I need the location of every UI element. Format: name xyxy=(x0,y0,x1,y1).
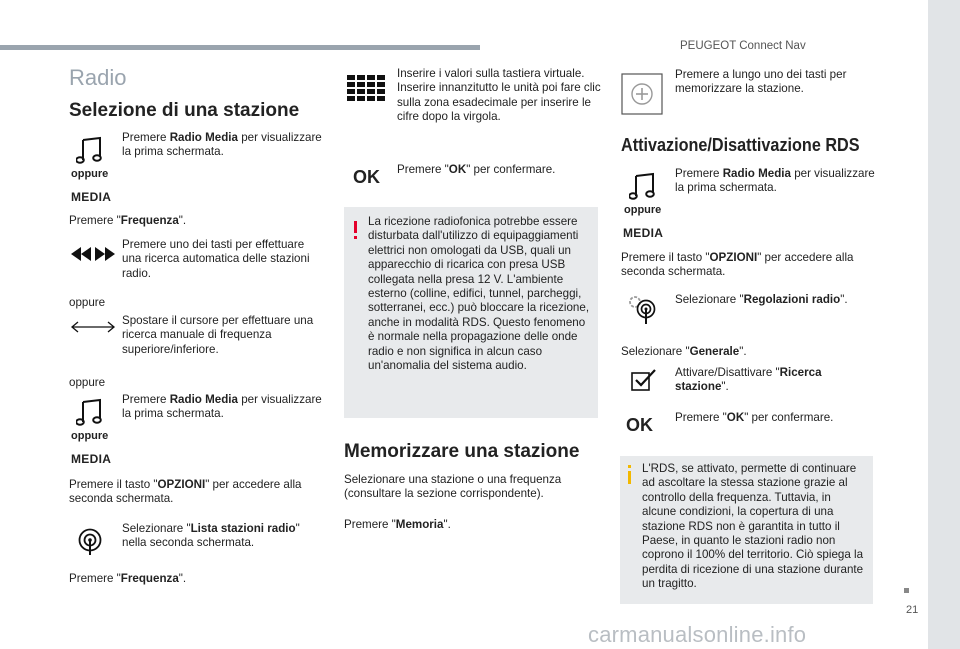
radio-settings-icon xyxy=(626,293,660,325)
memorize-text: Selezionare una stazione o una frequenza (consultare la sezione corrispondente). xyxy=(344,473,562,501)
step-rds-options: Premere il tasto "OPZIONI" per accedere alla seconda schermata. xyxy=(621,251,854,279)
page-number: 21 xyxy=(906,604,919,616)
media-button-label: MEDIA xyxy=(71,190,112,204)
page-edge-band xyxy=(928,0,960,649)
ok-button-label: OK xyxy=(353,167,380,187)
section-title: Radio xyxy=(69,65,127,90)
step-station-list: Selezionare "Lista stazioni radio" nella seconda schermata. xyxy=(122,522,300,550)
warning-icon-dot xyxy=(354,236,357,239)
heading-station-selection: Selezione di una stazione xyxy=(69,100,300,121)
oppure-label: oppure xyxy=(71,168,109,180)
keyboard-instructions: Inserire i valori sulla tastiera virtuale. Inserire innanzitutto le unità poi fare clic sulla zona esadecimale per inserire le cifre dopo la virgola. xyxy=(397,67,601,124)
heading-rds: Attivazione/Disattivazione RDS xyxy=(621,135,860,155)
ok-button-label-2: OK xyxy=(626,415,653,435)
step-radio-media: Premere Radio Media per visualizzare la prima schermata. xyxy=(122,131,322,159)
step-general: Selezionare "Generale". xyxy=(621,345,747,358)
heading-memorize-station: Memorizzare una stazione xyxy=(344,441,580,462)
oppure-label-2: oppure xyxy=(71,430,109,442)
step-options: Premere il tasto "OPZIONI" per accedere alla seconda schermata. xyxy=(69,478,302,506)
step-rds-ok: Premere "OK" per confermare. xyxy=(675,411,834,424)
media-button-label-3: MEDIA xyxy=(623,226,664,240)
info-icon xyxy=(628,471,631,484)
music-note-icon xyxy=(629,172,657,202)
music-note-icon xyxy=(76,398,104,428)
music-note-icon xyxy=(76,136,104,166)
watermark: carmanualsonline.info xyxy=(588,622,807,647)
add-preset-icon xyxy=(621,73,663,115)
brand-header: PEUGEOT Connect Nav xyxy=(680,40,806,52)
info-text: L'RDS, se attivato, permette di continuare ad ascoltare la stessa stazione grazie al controllo della frequenza. Tuttavia, in alcune condizioni, la copertura di una stazione RDS non è garantita in tutto il Paese, in quanto le stazioni radio non coprono il 100% del territorio. Ciò spiega la perdita di ricezione di una stazione durante un tragitto. xyxy=(642,462,864,591)
step-ok-confirm: Premere "OK" per confermare. xyxy=(397,163,556,176)
page-marker xyxy=(904,588,909,593)
manual-search-text: Spostare il cursore per effettuare una ricerca manuale di frequenza superiore/inferiore. xyxy=(122,314,314,356)
info-icon-dot xyxy=(628,465,631,468)
step-radio-settings: Selezionare "Regolazioni radio". xyxy=(675,293,848,306)
checkbox-icon xyxy=(631,369,657,391)
warning-icon xyxy=(354,221,357,233)
warning-text: La ricezione radiofonica potrebbe essere disturbata dall'utilizzo di equipaggiamenti elettrici non omologati da USB, quali un apparecchio di ricarica con presa USB collegata nella presa 12 V. L'ambiente esterno (colline, edifici, tunnel, parcheggi, sotterranei, ecc.) può bloccare la ricezione, anche in modalità RDS. Questo fenomeno è normale nella propagazione delle onde radio e non significa in alcun caso un'anomalia del sistema audio. xyxy=(368,215,590,373)
virtual-keyboard-icon xyxy=(347,75,385,103)
step-rds-radio-media: Premere Radio Media per visualizzare la prima schermata. xyxy=(675,167,875,195)
step-frequency-2: Premere "Frequenza". xyxy=(69,572,187,585)
step-toggle-search: Attivare/Disattivare "Ricerca stazione". xyxy=(675,366,822,394)
oppure-text: oppure xyxy=(69,296,106,309)
oppure-text-2: oppure xyxy=(69,376,106,389)
step-radio-media-2: Premere Radio Media per visualizzare la prima schermata. xyxy=(122,393,322,421)
top-rule xyxy=(0,45,480,50)
seek-buttons-icon xyxy=(70,246,116,262)
oppure-label-3: oppure xyxy=(624,204,662,216)
media-button-label-2: MEDIA xyxy=(71,452,112,466)
radio-antenna-icon xyxy=(77,528,103,556)
frequency-slider-icon xyxy=(70,320,116,334)
step-memory: Premere "Memoria". xyxy=(344,518,451,531)
step-frequency: Premere "Frequenza". xyxy=(69,214,187,227)
long-press-text: Premere a lungo uno dei tasti per memorizzare la stazione. xyxy=(675,68,847,96)
auto-search-text: Premere uno dei tasti per effettuare una ricerca automatica delle stazioni radio. xyxy=(122,238,310,280)
